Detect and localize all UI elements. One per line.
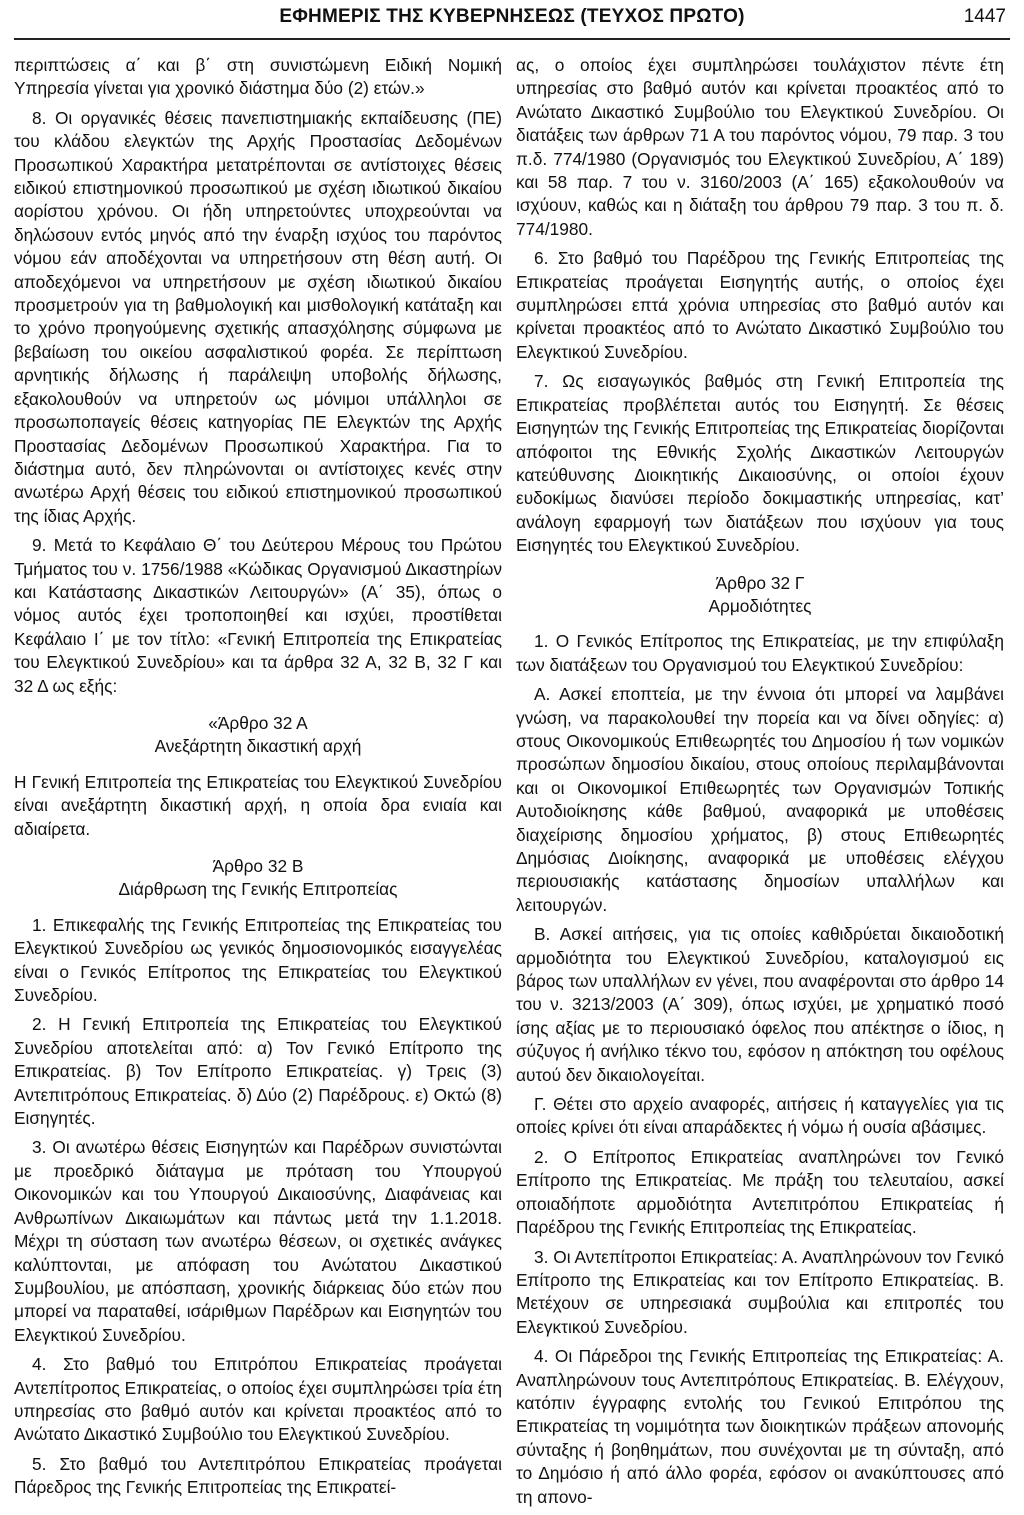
page-number: 1447 [963,6,1006,27]
article-number: Άρθρο 32 Γ [715,572,805,593]
paragraph: 8. Οι οργανικές θέσεις πανεπιστημιακής εκπαίδευσης (ΠΕ) του κλάδου ελεγκτών της Αρχής Προστασίας Δεδομένων Προσωπικού Χαρακτήρα μετατρέπονται σε αντίστοιχες θέσεις ειδικού επιστημονικού προσωπικού με σχέση ιδιωτικού δικαίου αορίστου χρόνου. Οι ήδη υπηρετούντες υποχρεούνται να δηλώσουν εντός μηνός από την έναρξη ισχύος του παρόντος νόμου εάν αποδέχονται να υπηρετήσουν στη θέση αυτή. Οι αποδεχόμενοι να υπηρετήσουν με σχέση ιδιωτικού δικαίου προσμετρούν για τη βαθμολογική και μισθολογική κατάταξη και το χρόνο προηγούμενης σχετικής απασχόλησης σύμφωνα με βεβαίωση του οικείου ασφαλιστικού φορέα. Σε περίπτωση αρνητικής δήλωσης ή παράλειψη υποβολής δήλωσης, εξακολουθούν να υπηρετούν ως μόνιμοι υπάλληλοι σε προσωποπαγείς θέσεις κατηγορίας ΠΕ Ελεγκτών της Αρχής Προστασίας Δεδομένων Προσωπικού Χαρακτήρα. Για το διάστημα αυτό, δεν πληρώνονται οι αντίστοιχες κενές στην ανωτέρω Αρχή θέσεις του ειδικού επιστημονικού προσωπικού της ίδιας Αρχής. [14,107,502,526]
paragraph: 5. Στο βαθμό του Αντεπιτρόπου Επικρατείας προάγεται Πάρεδρος της Γενικής Επιτροπείας της Επικρατεί- [14,1453,502,1498]
paragraph: 2. Ο Επίτροπος Επικρατείας αναπληρώνει τον Γενικό Επίτροπο της Επικρατείας. Με πράξη του τελευταίου, ασκεί οποιαδήποτε αρμοδιότητα Αντεπιτρόπου Επικρατείας ή Παρέδρου της Γενικής Επιτροπείας της Επικρατείας. [516,1146,1004,1238]
paragraph: Γ. Θέτει στο αρχείο αναφορές, αιτήσεις ή καταγγελίες για τις οποίες κρίνει ότι είναι απαράδεκτες ή νόμω ή ουσία αβάσιμες. [516,1094,1004,1138]
paragraph: 6. Στο βαθμό του Παρέδρου της Γενικής Επιτροπείας της Επικρατείας προάγεται Εισηγητής αυτής, ο οποίος έχει συμπληρώσει επτά χρόνια υπηρεσίας στο βαθμό αυτόν και κρίνεται προακτέος από το Ανώτατο Δικαστικό Συμβούλιο του Ελεγκτικού Συνεδρίου. [516,248,1004,362]
paragraph: 1. Ο Γενικός Επίτροπος της Επικρατείας, με την επιφύλαξη των διατάξεων του Οργανισμού του Ελεγκτικού Συνεδρίου: [516,631,1004,675]
paragraph: Β. Ασκεί αιτήσεις, για τις οποίες καθιδρύεται δικαιοδοτική αρμοδιότητα του Ελεγκτικού Συνεδρίου, καταλογισμού εις βάρος των υπαλλήλων εν γένει, που αναφέρονται στο άρθρο 14 του ν. 3213/2003 (Α΄ 309), όπως ισχύει, με χρηματικό ποσό ίσης αξίας με το περιουσιακό όφελος που απέκτησε ο ίδιος, η σύζυγος ή ανήλικο τέκνο του, εφόσον η απόκτηση του οφέλους αυτού δεν δικαιολογείται. [516,924,1004,1085]
article-title: Διάρθρωση της Γενικής Επιτροπείας [118,879,398,900]
paragraph: 2. Η Γενική Επιτροπεία της Επικρατείας του Ελεγκτικού Συνεδρίου αποτελείται από: α) Τον Γενικό Επίτροπο της Επικρατείας. β) Τον Επίτροπο Επικρατείας. γ) Τρεις (3) Αντεπιτρόπους Επικρατείας. δ) Δύο (2) Παρέδρους. ε) Οκτώ (8) Εισηγητές. [14,1014,502,1129]
article-heading [14,712,502,759]
paragraph: 9. Μετά το Κεφάλαιο Θ΄ του Δεύτερου Μέρους του Πρώτου Τμήματος του ν. 1756/1988 «Κώδικας Οργανισμού Δικαστηρίων και Κατάστασης Δικαστικών Λειτουργών» (Α΄ 35), όπως ο νόμος αυτός έχει τροποποιηθεί και ισχύει, προστίθεται Κεφάλαιο Ι΄ με τον τίτλο: «Γενική Επιτροπεία της Επικρατείας του Ελεγκτικού Συνεδρίου» και τα άρθρα 32 Α, 32 Β, 32 Γ και 32 Δ ως εξής: [14,535,502,696]
paragraph: Α. Ασκεί εποπτεία, με την έννοια ότι μπορεί να λαμβάνει γνώση, να παρακολουθεί την πορεία και να δίνει οδηγίες: α) στους Οικονομικούς Επιθεωρητές του Δημοσίου ή των νομικών προσώπων δημοσίου δικαίου, στους οποίους περιλαμβάνονται και οι Οικονομικοί Επιθεωρητές των Οργανισμών Τοπικής Αυτοδιοίκησης κάθε βαθμού, αναφορικά με υποθέσεις διαχείρισης δημοσίου χρήματος, β) στους Επιθεωρητές Δημόσιας Διοίκησης, αναφορικά με υποθέσεις ελέγχου περιουσιακής κατάστασης δημοσίων υπαλλήλων και λειτουργών. [516,684,1004,915]
paragraph: περιπτώσεις α΄ και β΄ στη συνιστώμενη Ειδική Νομική Υπηρεσία γίνεται για χρονικό διάστημα δύο (2) ετών.» [14,55,502,99]
article-heading [516,572,1004,619]
gazette-title: ΕΦΗΜΕΡΙΣ ΤΗΣ ΚΥΒΕΡΝΗΣΕΩΣ (ΤΕΥΧΟΣ ΠΡΩΤΟ) [279,6,745,27]
paragraph: 7. Ως εισαγωγικός βαθμός στη Γενική Επιτροπεία της Επικρατείας προβλέπεται αυτός του Εισηγητή. Σε θέσεις Εισηγητών της Γενικής Επιτροπείας της Επικρατείας διορίζονται απόφοιτοι της Εθνικής Σχολής Δικαστικών Λειτουργών κατεύθυνσης Διοικητικής Δικαιοσύνης, οι οποίοι έχουν ευδοκίμως διανύσει περίοδο δοκιμαστικής υπηρεσίας, κατ’ ανάλογη εφαρμογή των διατάξεων που ισχύουν για τους Εισηγητές του Ελεγκτικού Συνεδρίου. [516,371,1004,556]
article-number: «Άρθρο 32 Α [208,712,308,733]
paragraph: 4. Οι Πάρεδροι της Γενικής Επιτροπείας της Επικρατείας: Α. Αναπληρώνουν τους Αντεπιτρόπους Επικρατείας. Β. Ελέγχουν, κατόπιν έγγραφης εντολής του Γενικού Επιτρόπου της Επικρατείας τη νομιμότητα των διοικητικών πράξεων απονομής σύνταξης ή βοηθημάτων, που συνέχονται με τη σύνταξη, από το Δημόσιο ή από άλλο φορέα, εφόσον οι ανακύπτουσες από τη απονο- [516,1346,1004,1507]
right-column [516,54,1004,1515]
paragraph: 3. Οι ανωτέρω θέσεις Εισηγητών και Παρέδρων συνιστώνται με προεδρικό διάταγμα με πρόταση του Υπουργού Οικονομικών και του Υπουργού Δικαιοσύνης, Διαφάνειας και Ανθρωπίνων Δικαιωμάτων και πάντως μετά την 1.1.2018. Μέχρι τη σύσταση των ανωτέρω θέσεων, οι σχετικές ανάγκες καλύπτονται, με απόφαση του Ανώτατου Δικαστικού Συμβουλίου, με απόσπαση, χρονικής διάρκειας δύο ετών που μπορεί να παραταθεί, ισάριθμων Παρέδρων και Εισηγητών του Ελεγκτικού Συνεδρίου. [14,1137,502,1345]
article-title: Αρμοδιότητες [708,595,812,616]
paragraph: 1. Επικεφαλής της Γενικής Επιτροπείας της Επικρατείας του Ελεγκτικού Συνεδρίου ως γενικός δημοσιονομικός εισαγγελέας είναι ο Γενικός Επίτροπος της Επικρατείας του Ελεγκτικού Συνεδρίου. [14,914,502,1006]
page-header [14,0,1010,40]
article-title: Ανεξάρτητη δικαστική αρχή [154,736,362,757]
article-heading [14,855,502,902]
paragraph: Η Γενική Επιτροπεία της Επικρατείας του Ελεγκτικού Συνεδρίου είναι ανεξάρτητη δικαστική αρχή, η οποία δρα ενιαία και αδιαίρετα. [14,771,502,839]
left-column [14,54,502,1506]
article-number: Άρθρο 32 Β [212,856,304,876]
paragraph: 3. Οι Αντεπίτροποι Επικρατείας: Α. Αναπληρώνουν τον Γενικό Επίτροπο της Επικρατείας και τον Επίτροπο Επικρατείας. Β. Μετέχουν σε υπηρεσιακά συμβούλια και επιτροπές του Ελεγκτικού Συνεδρίου. [516,1246,1004,1337]
paragraph: ας, ο οποίος έχει συμπληρώσει τουλάχιστον πέντε έτη υπηρεσίας στο βαθμό αυτόν και κρίνεται προακτέος από το Ανώτατο Δικαστικό Συμβούλιο του Ελεγκτικού Συνεδρίου. Οι διατάξεις των άρθρων 71 Α του παρόντος νόμου, 79 παρ. 3 του π.δ. 774/1980 (Οργανισμός του Ελεγκτικού Συνεδρίου, Α΄ 189) και 58 παρ. 7 του ν. 3160/2003 (Α΄ 165) εξακολουθούν να ισχύουν, καθώς και η διάταξη του άρθρου 79 παρ. 3 του π. δ. 774/1980. [516,55,1004,239]
paragraph: 4. Στο βαθμό του Επιτρόπου Επικρατείας προάγεται Αντεπίτροπος Επικρατείας, ο οποίος έχει συμπληρώσει τρία έτη υπηρεσίας στο βαθμό αυτόν και κρίνεται προακτέος από το Ανώτατο Δικαστικό Συμβούλιο του Ελεγκτικού Συνεδρίου. [14,1354,502,1445]
